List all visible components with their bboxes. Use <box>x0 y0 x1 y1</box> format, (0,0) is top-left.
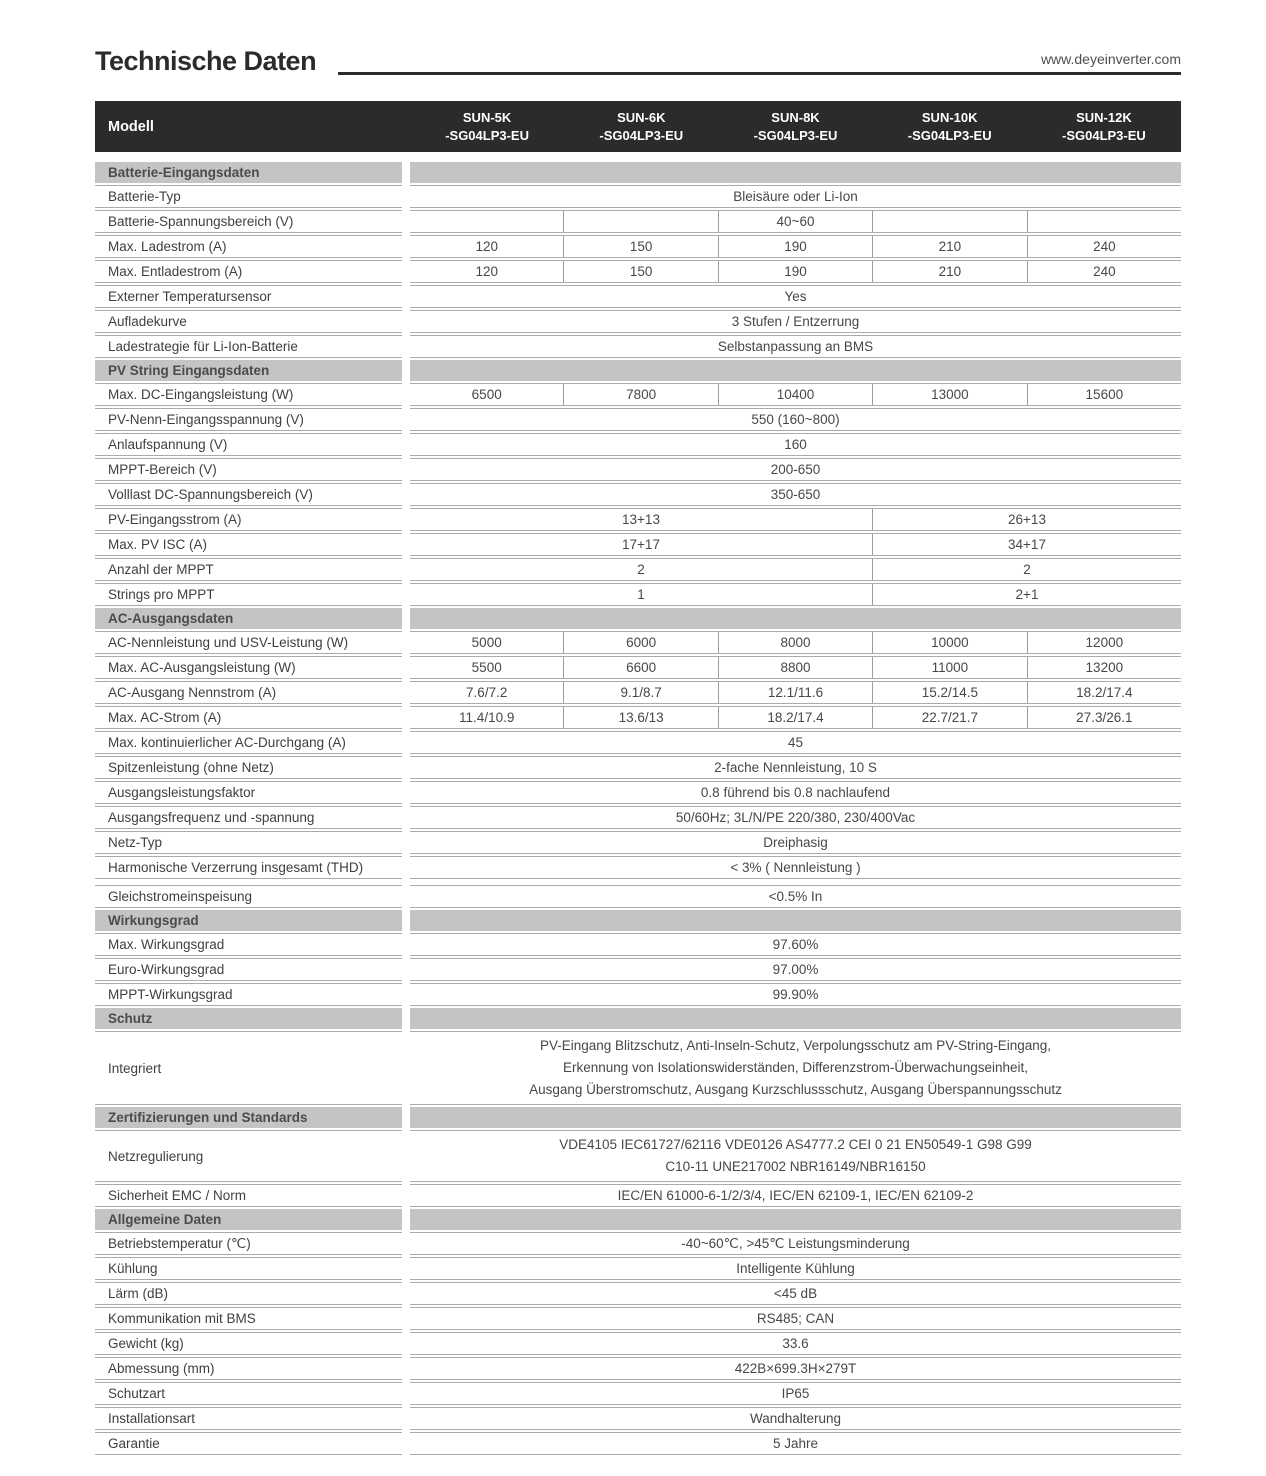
row-value: 45 <box>410 731 1181 754</box>
row-label: Integriert <box>95 1031 402 1105</box>
title-underline <box>338 72 1181 75</box>
row-value <box>410 508 1181 531</box>
spec-row <box>95 1307 1181 1330</box>
value-cell: 120 <box>475 239 498 254</box>
row-value: 160 <box>410 433 1181 456</box>
row-label: Kühlung <box>95 1257 402 1280</box>
value-cell: 150 <box>563 261 717 282</box>
model-name-line2: -SG04LP3-EU <box>1062 127 1146 143</box>
row-label: PV-Nenn-Eingangsspannung (V) <box>95 408 402 431</box>
row-label: Max. Wirkungsgrad <box>95 933 402 956</box>
section-header-fill <box>410 360 1181 381</box>
row-value: 422B×699.3H×279T <box>410 1357 1181 1380</box>
spec-row <box>95 408 1181 431</box>
gutter <box>402 235 410 258</box>
section-title: Allgemeine Daten <box>95 1209 402 1230</box>
spec-row <box>95 856 1181 879</box>
value-cell: 6000 <box>563 632 717 653</box>
spec-row <box>95 210 1181 233</box>
spec-row <box>95 1407 1181 1430</box>
spec-row <box>95 583 1181 606</box>
gutter <box>402 958 410 981</box>
gutter <box>402 458 410 481</box>
row-label: Max. Ladestrom (A) <box>95 235 402 258</box>
spec-row <box>95 781 1181 804</box>
row-label: Schutzart <box>95 1382 402 1405</box>
row-value <box>410 235 1181 258</box>
spec-row <box>95 458 1181 481</box>
gutter <box>402 933 410 956</box>
section-header-fill <box>410 162 1181 183</box>
gutter <box>402 910 410 931</box>
row-value: 3 Stufen / Entzerrung <box>410 310 1181 333</box>
row-value: Dreiphasig <box>410 831 1181 854</box>
gutter <box>402 335 410 358</box>
value-cell: 120 <box>475 264 498 279</box>
value-cell <box>563 211 717 232</box>
value-cell <box>410 211 563 232</box>
gutter <box>402 781 410 804</box>
gutter <box>402 210 410 233</box>
row-value: Selbstanpassung an BMS <box>410 335 1181 358</box>
gutter <box>402 1209 410 1230</box>
value-cell: 7800 <box>563 384 717 405</box>
gutter <box>402 806 410 829</box>
row-label: Max. PV ISC (A) <box>95 533 402 556</box>
row-label: Max. Entladestrom (A) <box>95 260 402 283</box>
row-label: Netzregulierung <box>95 1130 402 1182</box>
gutter <box>402 631 410 654</box>
gutter <box>402 162 410 183</box>
row-label: Ladestrategie für Li-Ion-Batterie <box>95 335 402 358</box>
row-label: Garantie <box>95 1432 402 1455</box>
document-header <box>95 48 1181 75</box>
row-label: Harmonische Verzerrung insgesamt (THD) <box>95 856 402 879</box>
gutter <box>402 681 410 704</box>
value-line: C10-11 UNE217002 NBR16149/NBR16150 <box>665 1159 926 1174</box>
spec-row <box>95 958 1181 981</box>
spec-row <box>95 885 1181 908</box>
value-cell: 12000 <box>1027 632 1181 653</box>
spec-row <box>95 1184 1181 1207</box>
row-value: 200-650 <box>410 458 1181 481</box>
value-line: VDE4105 IEC61727/62116 VDE0126 AS4777.2 CEI 0 21 EN50549-1 G98 G99 <box>559 1137 1032 1152</box>
section-title: AC-Ausgangsdaten <box>95 608 402 629</box>
row-value <box>410 583 1181 606</box>
value-line: Erkennung von Isolationswiderständen, Differenzstrom-Überwachungseinheit, <box>562 1060 1028 1075</box>
model-name-line2: -SG04LP3-EU <box>445 127 529 143</box>
gutter <box>402 533 410 556</box>
row-label: Aufladekurve <box>95 310 402 333</box>
spec-row <box>95 681 1181 704</box>
row-label: Abmessung (mm) <box>95 1357 402 1380</box>
row-label: Externer Temperatursensor <box>95 285 402 308</box>
value-cell: 12.1/11.6 <box>718 682 872 703</box>
row-value <box>410 656 1181 679</box>
gutter <box>402 731 410 754</box>
spec-row <box>95 1130 1181 1182</box>
value-cell: 7.6/7.2 <box>466 685 508 700</box>
gutter <box>402 831 410 854</box>
spec-row <box>95 1031 1181 1105</box>
value-cell: 13000 <box>872 384 1026 405</box>
spec-row <box>95 933 1181 956</box>
row-label: Gleichstromeinspeisung <box>95 885 402 908</box>
section-header-fill <box>410 910 1181 931</box>
row-label: Max. AC-Strom (A) <box>95 706 402 729</box>
gutter <box>402 885 410 908</box>
spec-row <box>95 731 1181 754</box>
spec-row <box>95 235 1181 258</box>
value-cell: 13.6/13 <box>563 707 717 728</box>
row-value <box>410 533 1181 556</box>
row-value: 50/60Hz; 3L/N/PE 220/380, 230/400Vac <box>410 806 1181 829</box>
spec-row <box>95 558 1181 581</box>
website-url: www.deyeinverter.com <box>1040 51 1181 67</box>
spec-row <box>95 310 1181 333</box>
value-line: PV-Eingang Blitzschutz, Anti-Inseln-Schutz, Verpolungsschutz am PV-String-Eingang, <box>539 1038 1052 1053</box>
spec-row <box>95 656 1181 679</box>
row-label: Ausgangsfrequenz und -spannung <box>95 806 402 829</box>
value-cell: 6600 <box>563 657 717 678</box>
value-cell: 150 <box>563 236 717 257</box>
value-cell: 210 <box>872 261 1026 282</box>
model-name <box>1027 109 1181 144</box>
row-value <box>410 558 1181 581</box>
spec-row <box>95 631 1181 654</box>
gutter <box>402 756 410 779</box>
row-value: 97.00% <box>410 958 1181 981</box>
section-title: PV String Eingangsdaten <box>95 360 402 381</box>
row-label: MPPT-Wirkungsgrad <box>95 983 402 1006</box>
spec-row <box>95 1282 1181 1305</box>
value-cell: 9.1/8.7 <box>563 682 717 703</box>
row-value <box>410 1130 1181 1182</box>
value-cell: 6500 <box>471 387 502 402</box>
model-name <box>410 109 564 144</box>
gutter <box>402 706 410 729</box>
model-label: Modell <box>108 118 154 135</box>
gutter <box>402 483 410 506</box>
spec-row <box>95 1432 1181 1455</box>
section-title: Schutz <box>95 1008 402 1029</box>
gutter <box>402 1008 410 1029</box>
row-value: 99.90% <box>410 983 1181 1006</box>
row-value <box>410 631 1181 654</box>
gutter <box>402 1357 410 1380</box>
row-value: 33.6 <box>410 1332 1181 1355</box>
section-header <box>95 608 1181 629</box>
value-cell: 18.2/17.4 <box>1027 682 1181 703</box>
section-header <box>95 1209 1181 1230</box>
value-cell: 40~60 <box>718 211 872 232</box>
value-line: Ausgang Überstromschutz, Ausgang Kurzschlussschutz, Ausgang Überspannungsschutz <box>529 1082 1062 1097</box>
gutter <box>402 1282 410 1305</box>
value-cell: 1 <box>637 587 645 602</box>
gutter <box>402 1031 410 1105</box>
value-cell: 27.3/26.1 <box>1027 707 1181 728</box>
value-cell: 5500 <box>471 660 502 675</box>
row-label: Anlaufspannung (V) <box>95 433 402 456</box>
row-value: RS485; CAN <box>410 1307 1181 1330</box>
row-value: Bleisäure oder Li-Ion <box>410 185 1181 208</box>
page-title: Technische Daten <box>95 46 317 76</box>
section-header-fill <box>410 608 1181 629</box>
section-header-fill <box>410 1209 1181 1230</box>
spec-row <box>95 1382 1181 1405</box>
row-label: Strings pro MPPT <box>95 583 402 606</box>
gutter <box>402 856 410 879</box>
row-value: <0.5% In <box>410 885 1181 908</box>
gutter <box>402 1232 410 1255</box>
spec-row <box>95 533 1181 556</box>
gutter <box>402 583 410 606</box>
row-label: Batterie-Spannungsbereich (V) <box>95 210 402 233</box>
spec-row <box>95 185 1181 208</box>
spec-row <box>95 433 1181 456</box>
gutter <box>402 656 410 679</box>
value-cell: 8800 <box>718 657 872 678</box>
spec-row <box>95 383 1181 406</box>
row-value: Intelligente Kühlung <box>410 1257 1181 1280</box>
section-header <box>95 360 1181 381</box>
model-header-bar <box>95 101 1181 152</box>
row-label: AC-Ausgang Nennstrom (A) <box>95 681 402 704</box>
model-name-line1: SUN-6K <box>617 109 666 125</box>
row-label: Max. DC-Eingangsleistung (W) <box>95 383 402 406</box>
section-header <box>95 910 1181 931</box>
spec-table <box>95 162 1181 1455</box>
gutter <box>402 260 410 283</box>
row-value <box>410 1031 1181 1105</box>
gutter <box>402 983 410 1006</box>
value-cell: 15600 <box>1027 384 1181 405</box>
gutter <box>402 310 410 333</box>
value-cell: 11000 <box>872 657 1026 678</box>
model-name-line1: SUN-10K <box>921 109 978 125</box>
model-name-line1: SUN-5K <box>462 109 512 125</box>
value-cell: 22.7/21.7 <box>872 707 1026 728</box>
gutter <box>402 185 410 208</box>
spec-row <box>95 806 1181 829</box>
row-value: < 3% ( Nennleistung ) <box>410 856 1181 879</box>
gutter <box>402 1130 410 1182</box>
model-name <box>873 109 1027 144</box>
row-label: AC-Nennleistung und USV-Leistung (W) <box>95 631 402 654</box>
row-label: PV-Eingangsstrom (A) <box>95 508 402 531</box>
row-value: Wandhalterung <box>410 1407 1181 1430</box>
value-cell: 2 <box>872 559 1181 580</box>
row-value <box>410 260 1181 283</box>
gutter <box>402 1257 410 1280</box>
gutter <box>402 1184 410 1207</box>
spec-row <box>95 260 1181 283</box>
gutter <box>402 1332 410 1355</box>
value-cell: 240 <box>1027 236 1181 257</box>
spec-row <box>95 285 1181 308</box>
row-label: Volllast DC-Spannungsbereich (V) <box>95 483 402 506</box>
row-label: Batterie-Typ <box>95 185 402 208</box>
row-label: Lärm (dB) <box>95 1282 402 1305</box>
gutter <box>402 285 410 308</box>
spec-row <box>95 508 1181 531</box>
row-label: Ausgangsleistungsfaktor <box>95 781 402 804</box>
gutter <box>402 1107 410 1128</box>
row-value: IP65 <box>410 1382 1181 1405</box>
value-cell <box>872 211 1026 232</box>
model-name-line1: SUN-12K <box>1076 109 1132 125</box>
gutter <box>402 508 410 531</box>
row-value: 0.8 führend bis 0.8 nachlaufend <box>410 781 1181 804</box>
spec-row <box>95 1332 1181 1355</box>
row-value: 2-fache Nennleistung, 10 S <box>410 756 1181 779</box>
row-label: Anzahl der MPPT <box>95 558 402 581</box>
section-header <box>95 1008 1181 1029</box>
section-title: Wirkungsgrad <box>95 910 402 931</box>
spec-row <box>95 756 1181 779</box>
value-cell: 2+1 <box>872 584 1181 605</box>
spec-row <box>95 335 1181 358</box>
spec-row <box>95 1357 1181 1380</box>
gutter <box>402 1307 410 1330</box>
value-cell: 10000 <box>872 632 1026 653</box>
row-value: Yes <box>410 285 1181 308</box>
row-value: 97.60% <box>410 933 1181 956</box>
section-title: Batterie-Eingangsdaten <box>95 162 402 183</box>
value-cell: 15.2/14.5 <box>872 682 1026 703</box>
model-name <box>564 109 718 144</box>
gutter <box>402 1382 410 1405</box>
row-label: Max. kontinuierlicher AC-Durchgang (A) <box>95 731 402 754</box>
gutter <box>402 1432 410 1455</box>
row-label: Spitzenleistung (ohne Netz) <box>95 756 402 779</box>
row-label: Installationsart <box>95 1407 402 1430</box>
row-label: Sicherheit EMC / Norm <box>95 1184 402 1207</box>
row-value: 350-650 <box>410 483 1181 506</box>
value-cell: 18.2/17.4 <box>718 707 872 728</box>
row-label: Netz-Typ <box>95 831 402 854</box>
gutter <box>402 608 410 629</box>
row-value: <45 dB <box>410 1282 1181 1305</box>
model-name-line2: -SG04LP3-EU <box>907 127 992 143</box>
spec-row <box>95 1257 1181 1280</box>
value-cell: 11.4/10.9 <box>459 710 515 725</box>
model-name-line1: SUN-8K <box>771 109 820 125</box>
value-cell: 190 <box>718 261 872 282</box>
row-label: Gewicht (kg) <box>95 1332 402 1355</box>
model-name-line2: -SG04LP3-EU <box>599 127 684 143</box>
value-cell: 17+17 <box>622 537 660 552</box>
spec-row <box>95 983 1181 1006</box>
row-value <box>410 210 1181 233</box>
model-name-line2: -SG04LP3-EU <box>753 127 838 143</box>
row-label: Kommunikation mit BMS <box>95 1307 402 1330</box>
section-header <box>95 162 1181 183</box>
section-header-fill <box>410 1008 1181 1029</box>
value-cell: 240 <box>1027 261 1181 282</box>
value-cell: 34+17 <box>872 534 1181 555</box>
spec-row <box>95 706 1181 729</box>
row-label: Euro-Wirkungsgrad <box>95 958 402 981</box>
value-cell: 190 <box>718 236 872 257</box>
spec-row <box>95 483 1181 506</box>
spec-row <box>95 831 1181 854</box>
value-cell: 2 <box>637 562 645 577</box>
gutter <box>402 383 410 406</box>
value-cell: 8000 <box>718 632 872 653</box>
model-name <box>718 109 872 144</box>
row-value: 5 Jahre <box>410 1432 1181 1455</box>
value-cell: 13200 <box>1027 657 1181 678</box>
value-cell <box>1027 211 1181 232</box>
row-value: 550 (160~800) <box>410 408 1181 431</box>
value-cell: 26+13 <box>872 509 1181 530</box>
value-cell: 5000 <box>471 635 502 650</box>
title-rule-wrap <box>338 51 1181 75</box>
row-value <box>410 383 1181 406</box>
section-header-fill <box>410 1107 1181 1128</box>
section-title: Zertifizierungen und Standards <box>95 1107 402 1128</box>
row-value: -40~60℃, >45℃ Leistungsminderung <box>410 1232 1181 1255</box>
gutter <box>402 433 410 456</box>
row-value: IEC/EN 61000-6-1/2/3/4, IEC/EN 62109-1, IEC/EN 62109-2 <box>410 1184 1181 1207</box>
row-label: Betriebstemperatur (℃) <box>95 1232 402 1255</box>
value-cell: 210 <box>872 236 1026 257</box>
value-cell: 13+13 <box>622 512 660 527</box>
section-header <box>95 1107 1181 1128</box>
row-value <box>410 681 1181 704</box>
value-cell: 10400 <box>718 384 872 405</box>
gutter <box>402 558 410 581</box>
gutter <box>402 360 410 381</box>
spec-row <box>95 1232 1181 1255</box>
gutter <box>402 408 410 431</box>
row-value <box>410 706 1181 729</box>
gutter <box>402 1407 410 1430</box>
row-label: MPPT-Bereich (V) <box>95 458 402 481</box>
row-label: Max. AC-Ausgangsleistung (W) <box>95 656 402 679</box>
